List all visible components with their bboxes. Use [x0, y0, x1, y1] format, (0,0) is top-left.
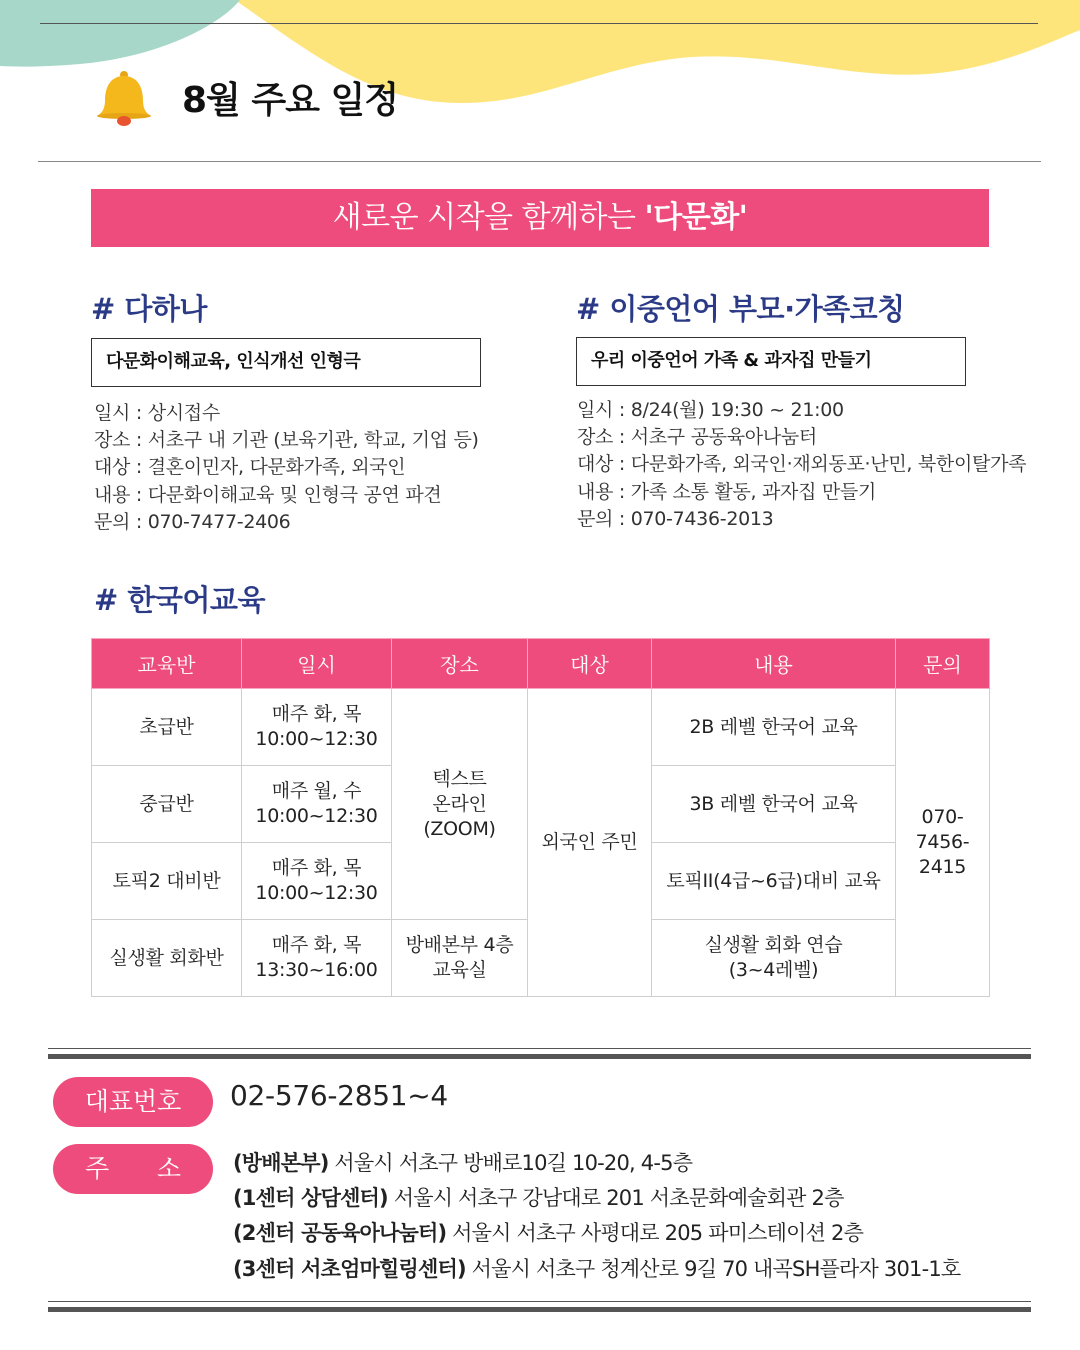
- banner-text: 새로운 시작을 함께하는: [332, 200, 645, 235]
- branch-name: (1센터 상담센터): [233, 1186, 388, 1210]
- table-header-row: [92, 639, 990, 689]
- info-line: 대상 : 결혼이민자, 다문화가족, 외국인: [94, 456, 406, 479]
- content-cell: 실생활 회화 연습 (3~4레벨): [652, 920, 896, 997]
- address-line: [233, 1147, 692, 1177]
- table-header-cell: 일시: [242, 639, 392, 689]
- address-label-pill: 주 소: [53, 1144, 213, 1194]
- table-header-cell: 장소: [392, 639, 528, 689]
- contact-cell: 070- 7456- 2415: [896, 689, 990, 997]
- section-title-bilingual: # 이중언어 부모·가족코칭: [576, 292, 905, 326]
- branch-name: (방배본부): [233, 1151, 329, 1175]
- bell-icon: [94, 70, 154, 130]
- banner: [91, 189, 989, 247]
- section-title-dahana: # 다하나: [91, 292, 207, 326]
- korean-education-table: [91, 638, 990, 997]
- class-cell: 초급반: [92, 689, 242, 766]
- bottom-rule-thick: [48, 1307, 1031, 1312]
- page-title: 8월 주요 일정: [182, 80, 398, 121]
- table-header-cell: 대상: [528, 639, 652, 689]
- address-line: [233, 1182, 844, 1212]
- header-divider: [38, 161, 1041, 162]
- branch-address: 서울시 서초구 방배로10길 10-20, 4-5층: [328, 1151, 693, 1175]
- info-line: 대상 : 다문화가족, 외국인·재외동포·난민, 북한이탈가족: [577, 453, 1027, 476]
- bottom-rule-thin: [48, 1301, 1031, 1302]
- footer-rule-thin: [48, 1048, 1031, 1049]
- branch-address: 서울시 서초구 청계산로 9길 70 내곡SH플라자 301-1호: [465, 1257, 961, 1281]
- class-cell: 토픽2 대비반: [92, 843, 242, 920]
- branch-name: (3센터 서초엄마힐링센터): [233, 1257, 466, 1281]
- info-line: 내용 : 다문화이해교육 및 인형극 공연 파견: [94, 483, 442, 506]
- address-line: [233, 1253, 960, 1283]
- branch-address: 서울시 서초구 강남대로 201 서초문화예술회관 2층: [387, 1186, 844, 1210]
- info-line: 장소 : 서초구 공동육아나눔터: [577, 426, 817, 449]
- class-cell: 실생활 회화반: [92, 920, 242, 997]
- place-offline-cell: 방배본부 4층 교육실: [392, 920, 528, 997]
- address-line: [233, 1217, 863, 1247]
- table-row: [92, 689, 990, 766]
- info-line: 일시 : 8/24(월) 19:30 ~ 21:00: [577, 399, 844, 421]
- info-line: 내용 : 가족 소통 활동, 과자집 만들기: [577, 480, 877, 503]
- place-online-cell: 텍스트 온라인 (ZOOM): [392, 689, 528, 920]
- table-header-cell: 교육반: [92, 639, 242, 689]
- target-cell: 외국인 주민: [528, 689, 652, 997]
- time-cell: 매주 화, 목 10:00~12:30: [242, 843, 392, 920]
- main-phone-number: 02-576-2851~4: [230, 1079, 448, 1112]
- time-cell: 매주 월, 수 10:00~12:30: [242, 766, 392, 843]
- content-cell: 토픽II(4급~6급)대비 교육: [652, 843, 896, 920]
- time-cell: 매주 화, 목 10:00~12:30: [242, 689, 392, 766]
- section-title-korean: # 한국어교육: [94, 583, 265, 617]
- program-box-bilingual: 우리 이중언어 가족 & 과자집 만들기: [576, 337, 966, 386]
- header-decoration: [0, 0, 1080, 140]
- time-cell: 매주 화, 목 13:30~16:00: [242, 920, 392, 997]
- info-line: 일시 : 상시접수: [94, 402, 220, 424]
- top-rule: [40, 23, 1038, 24]
- info-list-bilingual: [577, 397, 1026, 533]
- info-list-dahana: [94, 400, 479, 536]
- content-cell: 3B 레벨 한국어 교육: [652, 766, 896, 843]
- table-header-cell: 문의: [896, 639, 990, 689]
- table-header-cell: 내용: [652, 639, 896, 689]
- banner-highlight: '다문화': [644, 200, 748, 235]
- info-line: 문의 : 070-7436-2013: [577, 507, 774, 530]
- branch-address: 서울시 서초구 사평대로 205 파미스테이션 2층: [446, 1221, 864, 1245]
- info-line: 장소 : 서초구 내 기관 (보육기관, 학교, 기업 등): [94, 429, 479, 452]
- branch-name: (2센터 공동육아나눔터): [233, 1221, 447, 1245]
- class-cell: 중급반: [92, 766, 242, 843]
- footer-rule-thick: [48, 1054, 1031, 1059]
- program-box-dahana: 다문화이해교육, 인식개선 인형극: [91, 338, 481, 387]
- phone-label-pill: 대표번호: [53, 1077, 213, 1127]
- info-line: 문의 : 070-7477-2406: [94, 510, 291, 533]
- content-cell: 2B 레벨 한국어 교육: [652, 689, 896, 766]
